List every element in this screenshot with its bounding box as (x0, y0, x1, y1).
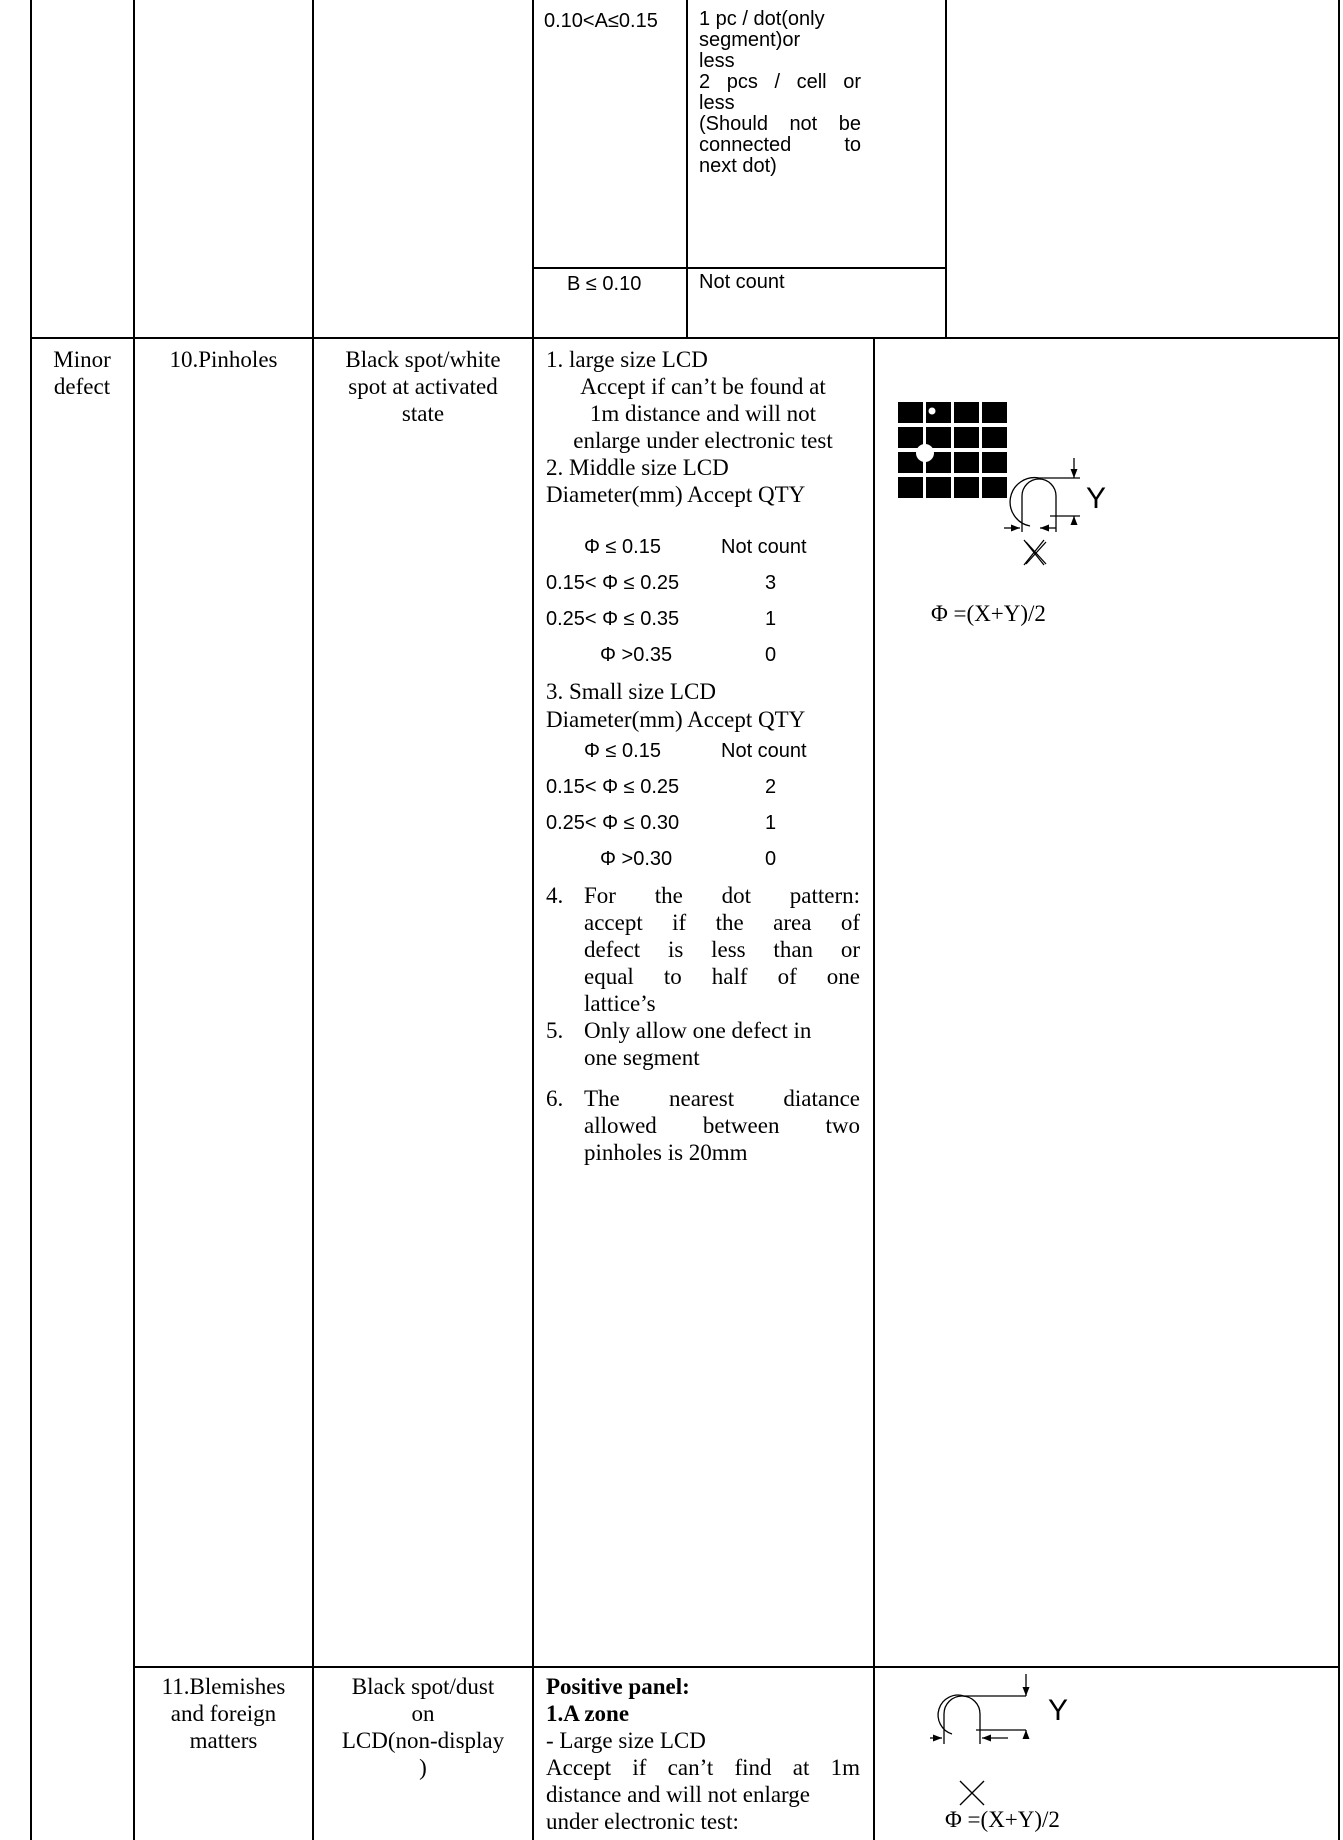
criteria-line: 2 pcs / cell or (699, 71, 861, 93)
item-line: and foreign (170, 1701, 277, 1726)
category-cell (32, 346, 132, 400)
small-qty-4: 0 (765, 848, 777, 870)
criteria-line: connected to (699, 134, 861, 156)
note-line: defect is less than or (584, 937, 860, 962)
formula-pinholes: Φ =(X+Y)/2 (931, 601, 1046, 626)
description-pinholes (314, 346, 532, 427)
description-line: Black spot/white (345, 347, 501, 372)
note-line: equal to half of one (584, 964, 860, 989)
mid-qty-1: Not count (721, 536, 807, 558)
note-line: one segment (584, 1045, 700, 1070)
criteria-line: less (699, 92, 735, 114)
note-line: accept if the area of (584, 910, 860, 935)
description-line: Black spot/dust (351, 1674, 495, 1699)
mid-qty-4: 0 (765, 644, 777, 666)
small-cond-3: 0.25< Φ ≤ 0.30 (546, 812, 680, 834)
note-line: Only allow one defect in (584, 1018, 812, 1043)
category-label: Minor (53, 347, 111, 372)
blemish-line: distance and will not enlarge (546, 1782, 810, 1807)
note-number: 5. (546, 1018, 564, 1043)
small-qty-3: 1 (765, 812, 777, 834)
criteria-line: (Should not be (699, 113, 861, 135)
item-line: matters (189, 1728, 258, 1753)
note-line: lattice’s (584, 991, 656, 1016)
criteria-b: Not count (699, 271, 785, 293)
note-text (584, 882, 860, 1017)
note-line: For the dot pattern: (584, 883, 860, 908)
large-line: Accept if can’t be found at (580, 374, 826, 399)
item-pinholes: 10.Pinholes (169, 347, 278, 372)
condition-b: B ≤ 0.10 (567, 273, 642, 295)
zone-heading: 1.A zone (546, 1701, 630, 1726)
col-header-middle: Diameter(mm) Accept QTY (546, 482, 806, 507)
mid-qty-2: 3 (765, 572, 777, 594)
description-line: ) (419, 1755, 427, 1780)
mid-cond-3: 0.25< Φ ≤ 0.35 (546, 608, 680, 630)
mid-cond-2: 0.15< Φ ≤ 0.25 (546, 572, 680, 594)
heading-small: 3. Small size LCD (546, 679, 716, 704)
small-cond-2: 0.15< Φ ≤ 0.25 (546, 776, 680, 798)
note-line: The nearest diatance (584, 1086, 860, 1111)
large-line: 1m distance and will not (589, 401, 817, 426)
note-line: pinholes is 20mm (584, 1140, 748, 1165)
spot-measure-figure (930, 1672, 1090, 1772)
small-cond-1: Φ ≤ 0.15 (584, 740, 661, 762)
note-number: 4. (546, 883, 564, 908)
note-text (584, 1085, 860, 1166)
small-cond-4: Φ >0.30 (600, 848, 673, 870)
y-label: Y (1048, 1694, 1069, 1727)
criteria-line: less (699, 50, 735, 72)
large-text (534, 373, 872, 454)
spot-measure-figure (990, 458, 1110, 568)
criteria-line: segment)or (699, 29, 801, 51)
description-line: LCD(non-display (341, 1728, 505, 1753)
y-label: Y (1086, 482, 1107, 515)
large-line: enlarge under electronic test (573, 428, 833, 453)
note-line: allowed between two (584, 1113, 860, 1138)
description-blemishes (314, 1673, 532, 1781)
blemish-line: under electronic test: (546, 1809, 739, 1834)
blemish-line: - Large size LCD (546, 1728, 706, 1753)
mid-cond-4: Φ >0.35 (600, 644, 673, 666)
x-label-figure (957, 1778, 987, 1808)
note-number: 6. (546, 1086, 564, 1111)
heading-large: 1. large size LCD (546, 347, 708, 372)
small-qty-1: Not count (721, 740, 807, 762)
formula-blemishes: Φ =(X+Y)/2 (945, 1807, 1060, 1832)
criteria-line: next dot) (699, 155, 777, 177)
item-blemishes (135, 1673, 312, 1754)
panel-heading: Positive panel: (546, 1674, 690, 1699)
condition-a: 0.10<A≤0.15 (544, 10, 658, 32)
heading-middle: 2. Middle size LCD (546, 455, 729, 480)
criteria-a (699, 9, 861, 177)
criteria-line: 1 pc / dot(only (699, 8, 825, 30)
category-label: defect (53, 374, 111, 399)
mid-cond-1: Φ ≤ 0.15 (584, 536, 661, 558)
x-label-figure (1024, 540, 1048, 566)
description-line: on (411, 1701, 435, 1726)
description-line: spot at activated (348, 374, 498, 399)
description-line: state (401, 401, 445, 426)
item-line: 11.Blemishes (161, 1674, 286, 1699)
mid-qty-3: 1 (765, 608, 777, 630)
col-header-small: Diameter(mm) Accept QTY (546, 707, 806, 732)
small-qty-2: 2 (765, 776, 777, 798)
blemish-line: Accept if can’t find at 1m (546, 1755, 860, 1780)
note-text (584, 1017, 864, 1071)
